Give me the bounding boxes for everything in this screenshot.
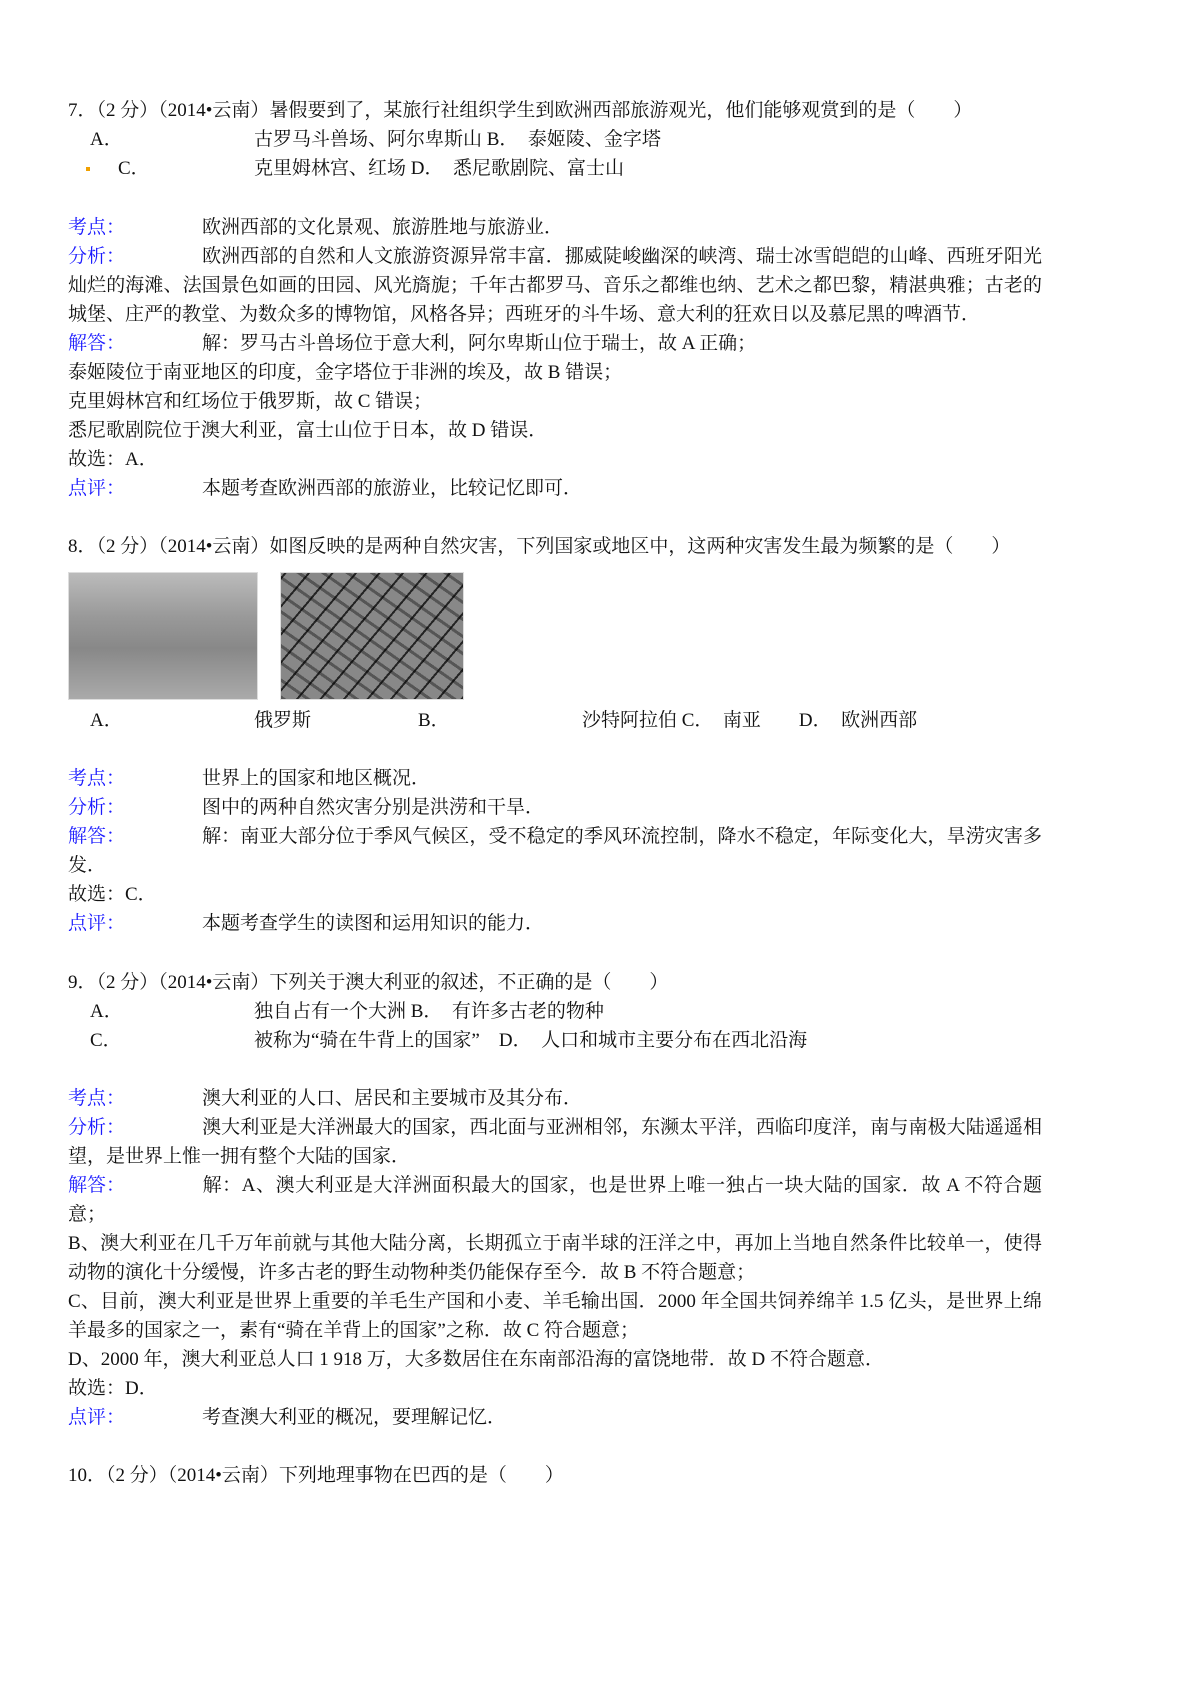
dianping-text: 本题考查欧洲西部的旅游业，比较记忆即可． [202, 478, 583, 499]
question-stem: 8．（2 分）（2014•云南）如图反映的是两种自然灾害，下列国家或地区中，这两种灾害发生最为频繁的是（ ） [68, 536, 1011, 557]
label-dianping: 点评： [68, 913, 126, 934]
jieda-line: 克里姆林宫和红场位于俄罗斯，故 C 错误； [68, 391, 433, 412]
marker-dot-icon [86, 167, 90, 171]
label-dianping: 点评： [68, 478, 126, 499]
kaodian-text: 澳大利亚的人口、居民和主要城市及其分布． [202, 1088, 583, 1109]
option-text: 沙特阿拉伯 C． 南亚 D． 欧洲西部 [582, 710, 918, 731]
option-letter: A． [90, 1001, 123, 1022]
dianping-text: 考查澳大利亚的概况，要理解记忆． [202, 1407, 507, 1428]
answer-line: 故选：D． [68, 1378, 158, 1399]
solution-9 [68, 1084, 1042, 1432]
jieda-line: 泰姬陵位于南亚地区的印度，金字塔位于非洲的埃及，故 B 错误； [68, 362, 623, 383]
question-9 [68, 968, 1042, 1055]
answer-line: 故选：A． [68, 449, 158, 470]
option-letter: A． [90, 129, 123, 150]
fenxi-text: 图中的两种自然灾害分别是洪涝和干旱． [202, 797, 545, 818]
question-8-options [68, 706, 1042, 735]
jieda-line: D、2000 年，澳大利亚总人口 1 918 万，大多数居住在东南部沿海的富饶地带．故 D 不符合题意． [68, 1349, 884, 1370]
option-text: 被称为“骑在牛背上的国家” D． 人口和城市主要分布在西北沿海 [254, 1030, 808, 1051]
question-stem: 10．（2 分）（2014•云南）下列地理事物在巴西的是（ ） [68, 1465, 564, 1486]
option-letter: C． [118, 158, 150, 179]
solution-7 [68, 213, 1042, 503]
option-letter: C． [90, 1030, 122, 1051]
drought-photo [280, 572, 464, 700]
flood-photo [68, 572, 258, 700]
kaodian-text: 欧洲西部的文化景观、旅游胜地与旅游业． [202, 217, 564, 238]
jieda-text: 解：A、澳大利亚是大洋洲面积最大的国家，也是世界上唯一独占一块大陆的国家．故 A 不符合题意； [68, 1175, 1042, 1225]
option-row [68, 154, 1042, 183]
label-fenxi: 分析： [68, 1117, 126, 1138]
option-text: 独自占有一个大洲 B． 有许多古老的物种 [254, 1001, 604, 1022]
label-fenxi: 分析： [68, 246, 126, 267]
option-text: 克里姆林宫、红场 D． 悉尼歌剧院、富士山 [254, 158, 624, 179]
option-letter: A． [90, 710, 123, 731]
jieda-line: C、目前，澳大利亚是世界上重要的羊毛生产国和小麦、羊毛输出国．2000 年全国共饲养绵羊 1.5 亿头，是世界上绵羊最多的国家之一，素有“骑在羊背上的国家”之称．故 C 符合题意； [68, 1291, 1042, 1341]
question-8 [68, 532, 1042, 561]
fenxi-text: 欧洲西部的自然和人文旅游资源异常丰富．挪威陡峻幽深的峡湾、瑞士冰雪皑皑的山峰、西班牙阳光灿烂的海滩、法国景色如画的田园、风光旖旎；千年古都罗马、音乐之都维也纳、艺术之都巴黎，精湛典雅；古老的城堡、庄严的教堂、为数众多的博物馆，风格各异；西班牙的斗牛场、意大利的狂欢日以及慕尼黑的啤酒节． [68, 246, 1042, 325]
label-dianping: 点评： [68, 1407, 126, 1428]
jieda-text: 解：南亚大部分位于季风气候区，受不稳定的季风环流控制，降水不稳定，年际变化大，旱涝灾害多发． [68, 826, 1042, 876]
label-kaodian: 考点： [68, 1088, 126, 1109]
label-kaodian: 考点： [68, 768, 126, 789]
option-text: 古罗马斗兽场、阿尔卑斯山 B． 泰姬陵、金字塔 [254, 129, 661, 150]
option-letter: B． [418, 710, 450, 731]
label-kaodian: 考点： [68, 217, 126, 238]
jieda-text: 解：罗马古斗兽场位于意大利，阿尔卑斯山位于瑞士，故 A 正确； [202, 333, 757, 354]
jieda-line: B、澳大利亚在几千万年前就与其他大陆分离，长期孤立于南半球的汪洋之中，再加上当地自然条件比较单一，使得动物的演化十分缓慢，许多古老的野生动物种类仍能保存至今．故 B 不符合题意； [68, 1233, 1042, 1283]
question-7 [68, 96, 1042, 183]
question-10 [68, 1461, 1042, 1490]
label-jieda: 解答： [68, 826, 126, 847]
kaodian-text: 世界上的国家和地区概况． [202, 768, 431, 789]
option-text: 俄罗斯 [254, 710, 312, 731]
label-fenxi: 分析： [68, 797, 126, 818]
answer-line: 故选：C． [68, 884, 157, 905]
label-jieda: 解答： [68, 333, 126, 354]
question-stem: 9．（2 分）（2014•云南）下列关于澳大利亚的叙述，不正确的是（ ） [68, 972, 669, 993]
option-row [68, 125, 1042, 154]
dianping-text: 本题考查学生的读图和运用知识的能力． [202, 913, 545, 934]
question-stem: 7．（2 分）（2014•云南）暑假要到了，某旅行社组织学生到欧洲西部旅游观光，他们能够观赏到的是（ ） [68, 100, 973, 121]
label-jieda: 解答： [68, 1175, 126, 1196]
fenxi-text: 澳大利亚是大洋洲最大的国家，西北面与亚洲相邻，东濒太平洋，西临印度洋，南与南极大陆遥遥相望，是世界上惟一拥有整个大陆的国家． [68, 1117, 1042, 1167]
jieda-line: 悉尼歌剧院位于澳大利亚，富士山位于日本，故 D 错误． [68, 420, 548, 441]
solution-8 [68, 764, 1042, 938]
